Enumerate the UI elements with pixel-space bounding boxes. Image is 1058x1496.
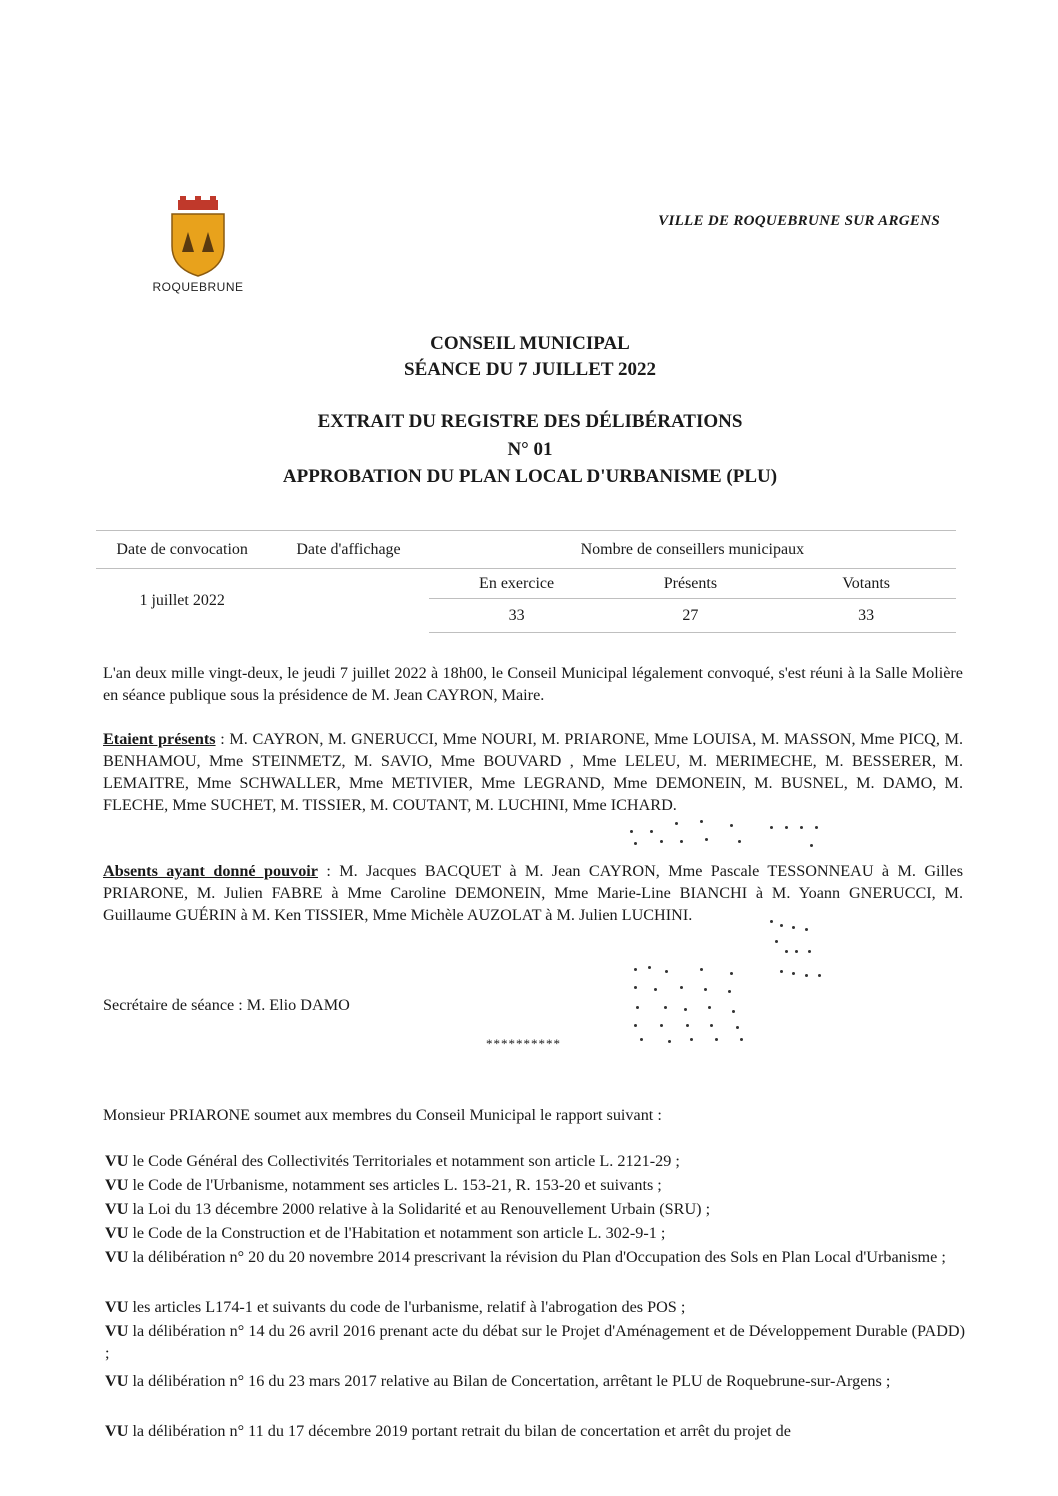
- header-conseillers: Nombre de conseillers municipaux: [429, 531, 956, 569]
- perforation-dot: [770, 920, 773, 923]
- intro-paragraph: L'an deux mille vingt-deux, le jeudi 7 juillet 2022 à 18h00, le Conseil Municipal légalement convoqué, s'est réuni à la Salle Molière en séance publique sous la présidence de M. Jean CAYRON, Maire.: [103, 664, 963, 704]
- perforation-stamp: [620, 810, 820, 1040]
- perforation-dot: [805, 928, 808, 931]
- header-votants: Votants: [776, 569, 956, 599]
- perforation-dot: [715, 1038, 718, 1041]
- perforation-dot: [738, 840, 741, 843]
- perforation-dot: [775, 940, 778, 943]
- perforation-dot: [810, 844, 813, 847]
- perforation-dot: [634, 968, 637, 971]
- title-line-2: SÉANCE DU 7 JUILLET 2022: [404, 359, 656, 380]
- perforation-dot: [792, 926, 795, 929]
- logo-caption: ROQUEBRUNE: [152, 280, 244, 294]
- perforation-dot: [730, 824, 733, 827]
- value-convocation: 1 juillet 2022: [96, 569, 268, 633]
- header-presents: Présents: [604, 569, 776, 599]
- perforation-dot: [710, 1024, 713, 1027]
- header-convocation: Date de convocation: [96, 531, 268, 569]
- perforation-dot: [708, 1006, 711, 1009]
- perforation-dot: [675, 822, 678, 825]
- perforation-dot: [684, 1008, 687, 1011]
- town-logo: [150, 196, 246, 306]
- vu-item: [105, 1222, 965, 1244]
- perforation-dot: [634, 842, 637, 845]
- title-line-4: N° 01: [507, 439, 553, 460]
- vu-item: [105, 1296, 965, 1318]
- perforation-dot: [680, 986, 683, 989]
- vu-keyword: VU: [105, 1298, 129, 1316]
- title-line-1: CONSEIL MUNICIPAL: [430, 333, 630, 354]
- perforation-dot: [690, 1038, 693, 1041]
- absents-list: : M. Jacques BACQUET à M. Jean CAYRON, Mme Pascale TESSONNEAU à M. Gilles PRIARONE, M. Julien FABRE à Mme Caroline DEMONEIN, Mme Marie-Line BIANCHI à M. Yoann GNERUCCI, M. Guillaume GUÉRIN à M. Ken TISSIER, Mme Michèle AUZOLAT à M. Julien LUCHINI.: [103, 862, 963, 924]
- vu-keyword: VU: [105, 1152, 129, 1170]
- perforation-dot: [805, 974, 808, 977]
- perforation-dot: [648, 966, 651, 969]
- perforation-dot: [808, 950, 811, 953]
- separator-stars: **********: [486, 1036, 561, 1051]
- secretaire-line: Secrétaire de séance : M. Elio DAMO: [103, 996, 350, 1014]
- vu-text: la délibération n° 14 du 26 avril 2016 prenant acte du débat sur le Projet d'Aménagement et de Développement Durable (PADD) ;: [105, 1322, 965, 1362]
- perforation-dot: [818, 974, 821, 977]
- perforation-dot: [700, 820, 703, 823]
- value-presents: 27: [604, 599, 776, 633]
- perforation-dot: [640, 1038, 643, 1041]
- perforation-dot: [660, 840, 663, 843]
- vu-text: la délibération n° 20 du 20 novembre 2014 prescrivant la révision du Plan d'Occupation des Sols en Plan Local d'Urbanisme ;: [128, 1248, 946, 1266]
- vu-text: la délibération n° 11 du 17 décembre 2019 portant retrait du bilan de concertation et arrêt du projet de: [128, 1422, 791, 1440]
- perforation-dot: [780, 924, 783, 927]
- perforation-dot: [704, 988, 707, 991]
- perforation-dot: [668, 1040, 671, 1043]
- perforation-dot: [740, 1038, 743, 1041]
- perforation-dot: [664, 1006, 667, 1009]
- title-line-3: EXTRAIT DU REGISTRE DES DÉLIBÉRATIONS: [317, 411, 743, 432]
- rapport-line: Monsieur PRIARONE soumet aux membres du Conseil Municipal le rapport suivant :: [103, 1106, 662, 1124]
- value-exercice: 33: [429, 599, 605, 633]
- perforation-dot: [795, 950, 798, 953]
- vu-keyword: VU: [105, 1322, 129, 1340]
- city-name: VILLE DE ROQUEBRUNE SUR ARGENS: [658, 213, 940, 229]
- perforation-dot: [636, 1006, 639, 1009]
- perforation-dot: [785, 826, 788, 829]
- presents-paragraph: [103, 728, 963, 816]
- vu-keyword: VU: [105, 1372, 129, 1390]
- value-affichage: [268, 569, 428, 633]
- perforation-dot: [660, 1024, 663, 1027]
- vu-keyword: VU: [105, 1176, 129, 1194]
- vu-text: le Code de l'Urbanisme, notamment ses articles L. 153-21, R. 153-20 et suivants ;: [128, 1176, 662, 1194]
- vu-item: [105, 1198, 965, 1220]
- perforation-dot: [800, 826, 803, 829]
- vu-text: le Code Général des Collectivités Territoriales et notamment son article L. 2121-29 ;: [128, 1152, 680, 1170]
- perforation-dot: [815, 826, 818, 829]
- vu-item: [105, 1420, 965, 1442]
- perforation-dot: [792, 972, 795, 975]
- vu-text: la délibération n° 16 du 23 mars 2017 relative au Bilan de Concertation, arrêtant le PLU de Roquebrune-sur-Argens ;: [128, 1372, 891, 1390]
- vu-text: la Loi du 13 décembre 2000 relative à la Solidarité et au Renouvellement Urbain (SRU) ;: [128, 1200, 711, 1218]
- vu-item: [105, 1150, 965, 1172]
- coat-of-arms-icon: [164, 196, 232, 278]
- perforation-dot: [705, 838, 708, 841]
- vu-text: le Code de la Construction et de l'Habitation et notamment son article L. 302-9-1 ;: [128, 1224, 666, 1242]
- perforation-dot: [728, 990, 731, 993]
- perforation-dot: [634, 986, 637, 989]
- vu-keyword: VU: [105, 1200, 129, 1218]
- session-table: [96, 530, 956, 633]
- perforation-dot: [680, 840, 683, 843]
- vu-item: [105, 1320, 965, 1364]
- vu-keyword: VU: [105, 1224, 129, 1242]
- perforation-dot: [650, 830, 653, 833]
- perforation-dot: [665, 970, 668, 973]
- title-line-5: APPROBATION DU PLAN LOCAL D'URBANISME (PLU): [282, 466, 778, 487]
- vu-text: les articles L174-1 et suivants du code de l'urbanisme, relatif à l'abrogation des POS ;: [128, 1298, 686, 1316]
- perforation-dot: [785, 950, 788, 953]
- absents-paragraph: [103, 860, 963, 926]
- perforation-dot: [730, 972, 733, 975]
- perforation-dot: [736, 1026, 739, 1029]
- absents-label: Absents ayant donné pouvoir: [103, 862, 318, 880]
- perforation-dot: [770, 826, 773, 829]
- vu-item: [105, 1174, 965, 1196]
- perforation-dot: [780, 970, 783, 973]
- value-votants: 33: [776, 599, 956, 633]
- vu-item: [105, 1246, 965, 1268]
- presents-label: Etaient présents: [103, 730, 216, 748]
- header-affichage: Date d'affichage: [268, 531, 428, 569]
- vu-item: [105, 1370, 965, 1392]
- vu-keyword: VU: [105, 1422, 129, 1440]
- perforation-dot: [630, 830, 633, 833]
- perforation-dot: [732, 1010, 735, 1013]
- perforation-dot: [700, 968, 703, 971]
- vu-keyword: VU: [105, 1248, 129, 1266]
- perforation-dot: [634, 1024, 637, 1027]
- perforation-dot: [654, 988, 657, 991]
- presents-list: : M. CAYRON, M. GNERUCCI, Mme NOURI, M. PRIARONE, Mme LOUISA, M. MASSON, Mme PICQ, M. BENHAMOU, Mme STEINMETZ, M. SAVIO, Mme BOUVARD , Mme LELEU, M. MERIMECHE, M. BESSERER, M. LEMAITRE, Mme SCHWALLER, Mme METIVIER, Mme LEGRAND, Mme DEMONEIN, M. BUSNEL, M. DAMO, M. FLECHE, Mme SUCHET, M. TISSIER, M. COUTANT, M. LUCHINI, Mme ICHARD.: [103, 730, 964, 814]
- perforation-dot: [686, 1024, 689, 1027]
- header-exercice: En exercice: [429, 569, 605, 599]
